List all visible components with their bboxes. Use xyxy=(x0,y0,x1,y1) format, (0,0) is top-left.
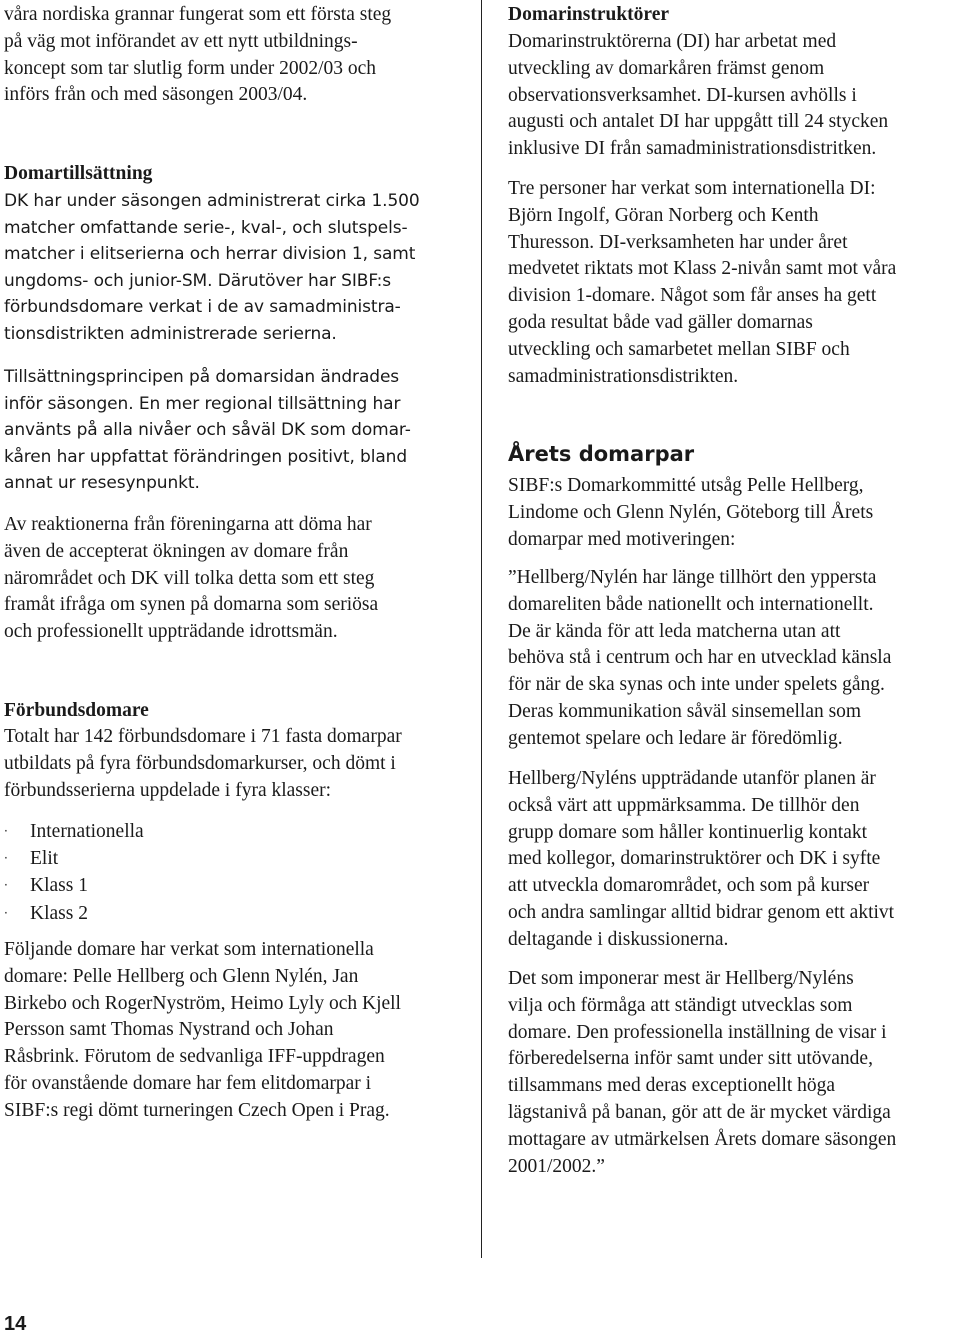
text-line: grupp domare som håller kontinuerlig kontakt xyxy=(508,821,868,843)
bullet-icon: · xyxy=(4,905,8,920)
text-line: med kollegor, domarinstruktörer och DK i syfte xyxy=(508,848,881,870)
paragraph xyxy=(508,565,891,753)
paragraph xyxy=(4,937,401,1125)
bullet-icon: · xyxy=(4,824,8,838)
text-line: gentemot spelare och ledare är föredömlig. xyxy=(508,727,843,749)
text-line: augusti och antalet DI har uppgått till 24 stycken xyxy=(508,111,889,133)
text-line: observationsverksamhet. DI-kursen avhölls i xyxy=(508,84,857,106)
paragraph xyxy=(508,29,888,163)
list-item-label: Internationella xyxy=(30,821,144,842)
text-line: närområdet och DK vill tolka detta som ett steg xyxy=(4,567,375,589)
text-line: Följande domare har verkat som internationella xyxy=(4,939,374,960)
text-line: medvetet riktats mot Klass 2-nivån samt mot våra xyxy=(508,258,897,280)
text-line: Det som imponerar mest är Hellberg/Nyléns xyxy=(508,968,854,989)
text-line: också värt att uppmärksamma. De tillhör den xyxy=(508,794,860,816)
text-line: Persson samt Thomas Nystrand och Johan xyxy=(4,1019,334,1041)
text-line: DK har under säsongen administrerat cirka 1.500 xyxy=(4,191,420,211)
bullet-icon: · xyxy=(4,851,8,866)
text-line: division 1-domare. Något som får anses ha gett xyxy=(508,285,877,307)
text-line: för ovanstående domare har fem elitdomarpar i xyxy=(4,1072,372,1094)
text-line: goda resultat både vad gäller domarnas xyxy=(508,311,813,333)
text-line: använts på alla nivåer och såväl DK som domar- xyxy=(4,420,411,440)
list-item xyxy=(4,845,144,872)
list-item-label: Klass 2 xyxy=(30,902,88,924)
text-line: domare. Den professionella inställning de visar i xyxy=(508,1021,887,1043)
list-item-label: Elit xyxy=(30,848,59,870)
text-line: samadministrationsdistrikten. xyxy=(508,365,739,387)
text-line: Birkebo och RogerNyström, Heimo Lyly och Kjell xyxy=(4,992,401,1014)
text-line: framåt ifråga om synen på domarna som seriösa xyxy=(4,594,379,616)
text-line: införs från och med säsongen 2003/04. xyxy=(4,84,308,106)
column-divider xyxy=(481,0,482,1258)
paragraph xyxy=(4,364,411,497)
section-heading: Domartillsättning xyxy=(4,163,153,184)
text-line: deltagande i diskussionerna. xyxy=(508,928,729,950)
text-line: Totalt har 142 förbundsdomare i 71 fasta domarpar xyxy=(4,726,402,747)
text-line: Råsbrink. Förutom de sedvanliga IFF-uppdragen xyxy=(4,1046,385,1068)
section-heading: Domarinstruktörer xyxy=(508,4,670,25)
text-line: tillsammans med deras exceptionellt höga xyxy=(508,1075,836,1097)
text-line: Björn Ingolf, Göran Norberg och Kenth xyxy=(508,204,819,226)
text-line: vilja och förmåga att ständigt utvecklas som xyxy=(508,994,853,1016)
bullet-icon: · xyxy=(4,878,8,893)
text-line: SIBF:s regi dömt turneringen Czech Open i Prag. xyxy=(4,1099,390,1121)
paragraph xyxy=(4,724,402,804)
text-line: koncept som tar slutlig form under 2002/03 och xyxy=(4,57,377,79)
text-line: SIBF:s Domarkommitté utsåg Pelle Hellberg, xyxy=(508,475,864,496)
paragraph xyxy=(508,966,896,1180)
text-line: Lindome och Glenn Nylén, Göteborg till Årets xyxy=(508,501,874,523)
text-line: ”Hellberg/Nylén har länge tillhört den yppersta xyxy=(508,567,877,588)
text-line: tionsdistrikten administrerade serierna. xyxy=(4,323,337,344)
paragraph xyxy=(4,2,391,109)
text-line: annat ur resesynpunkt. xyxy=(4,473,200,493)
section-heading: Förbundsdomare xyxy=(4,700,149,721)
list-item xyxy=(4,872,144,899)
text-line: att utveckla domarområdet, och som på kurser xyxy=(508,875,870,897)
section-heading: Årets domarpar xyxy=(508,442,695,466)
text-line: kåren har uppfattat förändringen positivt, bland xyxy=(4,446,408,467)
text-line: utveckling av domarkåren främst genom xyxy=(508,57,825,79)
text-line: inklusive DI från samadministrationsdistritken. xyxy=(508,138,877,160)
text-line: även de accepterat ökningen av domare från xyxy=(4,540,349,562)
text-line: matcher omfattande serie-, kval-, och slutspels- xyxy=(4,217,408,238)
paragraph xyxy=(508,473,873,553)
text-line: lägstanivå på banan, gör att de är mycket värdiga xyxy=(508,1101,891,1123)
paragraph xyxy=(4,512,378,646)
text-line: utveckling och samarbetet mellan SIBF och xyxy=(508,338,850,360)
text-line: Tre personer har verkat som internationella DI: xyxy=(508,178,876,199)
referee-class-list xyxy=(4,818,144,927)
text-line: våra nordiska grannar fungerat som ett första steg xyxy=(4,4,392,25)
list-item xyxy=(4,818,144,845)
text-line: Domarinstruktörerna (DI) har arbetat med xyxy=(508,31,837,52)
page-number: 14 xyxy=(4,1313,27,1335)
text-line: förbundsdomare verkat i de av samadministra- xyxy=(4,297,401,317)
paragraph xyxy=(4,188,420,347)
text-line: domareliten både nationellt och internationellt. xyxy=(508,593,874,615)
text-line: 2001/2002.” xyxy=(508,1155,605,1177)
text-line: behöva stå i centrum och har en utvecklad känsla xyxy=(508,647,892,669)
text-line: på väg mot införandet av ett nytt utbildnings- xyxy=(4,30,358,52)
text-line: förbundsserierna uppdelade i fyra klasser: xyxy=(4,779,332,801)
text-line: Av reaktionerna från föreningarna att döma har xyxy=(4,514,372,535)
paragraph xyxy=(508,766,894,954)
text-line: för när de ska synas och inte under spelets gång. xyxy=(508,674,885,696)
text-line: och professionellt uppträdande idrottsmän. xyxy=(4,621,338,643)
text-line: förberedelserna inför samt under sitt utövande, xyxy=(508,1048,873,1070)
text-line: De är kända för att leda matcherna utan att xyxy=(508,620,841,642)
text-line: domare: Pelle Hellberg och Glenn Nylén, Jan xyxy=(4,965,359,987)
text-line: Hellberg/Nyléns uppträdande utanför planen är xyxy=(508,768,876,789)
text-line: utbildats på fyra förbundsdomarkurser, och dömt i xyxy=(4,752,396,774)
list-item xyxy=(4,900,144,927)
text-line: Deras kommunikation såväl sinsemellan som xyxy=(508,700,862,722)
text-line: domarpar med motiveringen: xyxy=(508,528,736,550)
text-line: ungdoms- och junior-SM. Därutöver har SIBF:s xyxy=(4,270,392,291)
paragraph xyxy=(508,176,896,390)
list-item-label: Klass 1 xyxy=(30,875,88,897)
text-line: mottagare av utmärkelsen Årets domare säsongen xyxy=(508,1128,897,1150)
text-line: Tillsättningsprincipen på domarsidan ändrades xyxy=(4,367,400,387)
text-line: matcher i elitserierna och herrar division 1, samt xyxy=(4,244,416,264)
text-line: Thuresson. DI-verksamheten har under året xyxy=(508,231,848,253)
text-line: och andra samlingar alltid bidrar genom ett aktivt xyxy=(508,901,895,923)
text-line: inför säsongen. En mer regional tillsättning har xyxy=(4,393,401,414)
